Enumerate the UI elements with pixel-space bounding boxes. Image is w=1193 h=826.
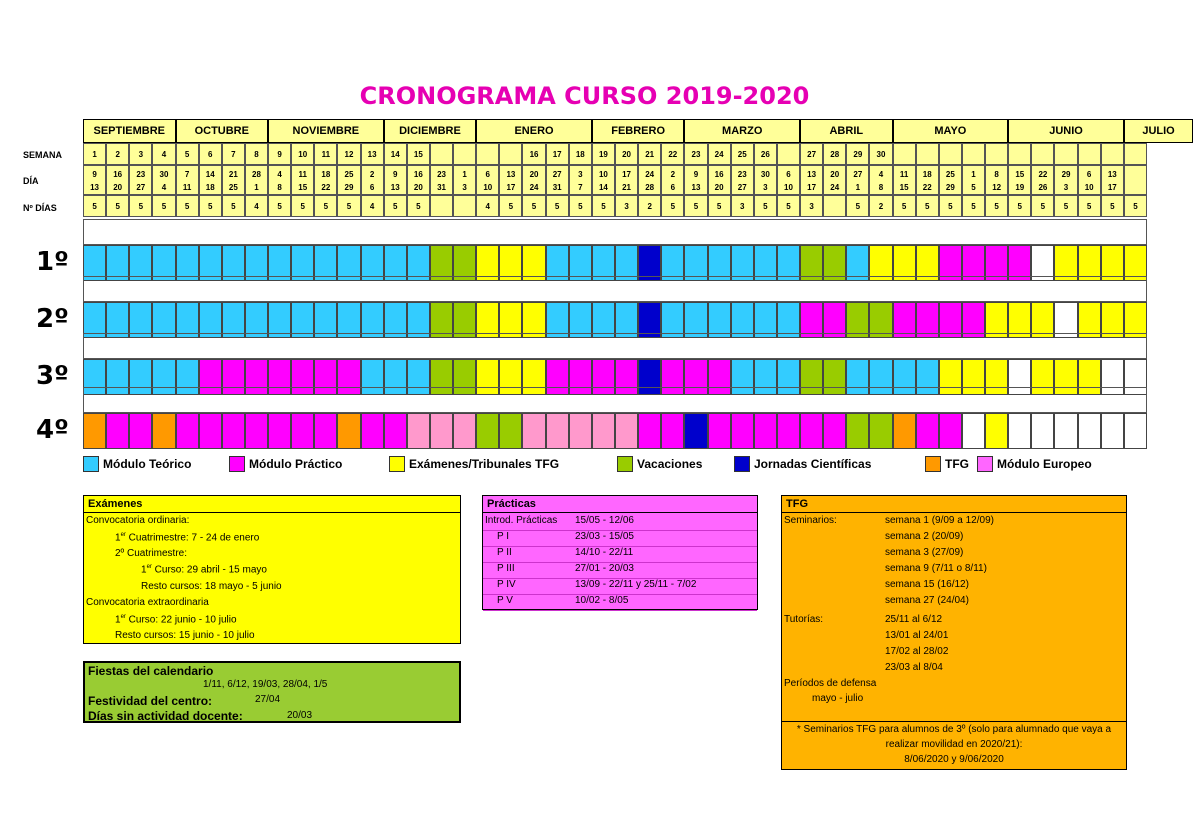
semana-cell: 3 — [129, 143, 152, 165]
ndias-cell: 5 — [754, 195, 777, 217]
cuatrimestre-1: 1er Cuatrimestre: 7 - 24 de enero — [115, 532, 260, 544]
schedule-cell — [823, 413, 846, 449]
tutoria-item: 17/02 al 28/02 — [885, 646, 949, 657]
ndias-cell: 5 — [314, 195, 337, 217]
schedule-cell — [1078, 413, 1101, 449]
dia-cell: 23 27 — [731, 165, 754, 195]
practica-dates: 10/02 - 8/05 — [575, 595, 629, 606]
practica-dates: 27/01 - 20/03 — [575, 563, 634, 574]
semana-cell: 23 — [684, 143, 707, 165]
schedule-cell — [800, 413, 823, 449]
schedule-cell — [1124, 413, 1147, 449]
resto-extra: Resto cursos: 15 junio - 10 julio — [115, 630, 255, 641]
row-label-semana: SEMANA — [23, 150, 63, 160]
month-header: JUNIO — [1008, 119, 1124, 143]
schedule-cell — [106, 413, 129, 449]
schedule-cell — [731, 413, 754, 449]
ndias-cell: 5 — [592, 195, 615, 217]
dia-cell: 13 17 — [499, 165, 522, 195]
dia-cell: 4 8 — [869, 165, 892, 195]
semana-cell: 25 — [731, 143, 754, 165]
tfg-note-3: 8/06/2020 y 9/06/2020 — [904, 754, 1004, 765]
schedule-cell — [430, 413, 453, 449]
legend-label: Vacaciones — [637, 457, 703, 471]
ndias-cell: 5 — [1078, 195, 1101, 217]
ndias-cell: 5 — [1031, 195, 1054, 217]
schedule-cell — [499, 413, 522, 449]
seminario-item: semana 3 (27/09) — [885, 547, 964, 558]
dia-cell: 27 1 — [846, 165, 869, 195]
dia-cell: 17 21 — [615, 165, 638, 195]
dia-cell: 20 24 — [522, 165, 545, 195]
seminario-item: semana 15 (16/12) — [885, 579, 969, 590]
semana-cell: 28 — [823, 143, 846, 165]
schedule-cell — [1054, 413, 1077, 449]
ndias-cell: 5 — [569, 195, 592, 217]
schedule-cell — [83, 413, 106, 449]
ndias-cell: 5 — [384, 195, 407, 217]
tutorias-label: Tutorías: — [784, 614, 824, 625]
ndias-cell: 5 — [222, 195, 245, 217]
dia-cell: 9 13 — [83, 165, 106, 195]
blank-row — [83, 219, 1147, 245]
semana-cell: 6 — [199, 143, 222, 165]
blank-row — [83, 333, 1147, 359]
semana-cell: 4 — [152, 143, 175, 165]
semana-cell: 16 — [522, 143, 545, 165]
legend-label: Jornadas Científicas — [754, 457, 872, 471]
ndias-cell: 5 — [176, 195, 199, 217]
dia-cell: 18 22 — [314, 165, 337, 195]
schedule-cell — [708, 413, 731, 449]
dia-cell: 18 22 — [916, 165, 939, 195]
legend-swatch — [83, 456, 99, 472]
tfg-note-2: realizar movilidad en 2020/21): — [885, 739, 1023, 750]
dia-cell: 29 3 — [1054, 165, 1077, 195]
dia-cell: 13 17 — [800, 165, 823, 195]
schedule-cell — [869, 413, 892, 449]
schedule-cell — [1008, 413, 1031, 449]
convocatoria-ordinaria: Convocatoria ordinaria: — [86, 515, 190, 526]
convocatoria-extra: Convocatoria extraordinaria — [86, 597, 209, 608]
semana-cell — [962, 143, 985, 165]
practicas-box — [482, 495, 758, 610]
ndias-cell — [823, 195, 846, 217]
dia-cell: 1 3 — [453, 165, 476, 195]
ndias-cell: 5 — [337, 195, 360, 217]
semana-cell — [453, 143, 476, 165]
schedule-cell — [129, 413, 152, 449]
seminario-item: semana 27 (24/04) — [885, 595, 969, 606]
ndias-cell: 5 — [129, 195, 152, 217]
legend-swatch — [977, 456, 993, 472]
month-header: DICIEMBRE — [384, 119, 477, 143]
practica-name: Introd. Prácticas — [485, 515, 558, 526]
semana-cell: 7 — [222, 143, 245, 165]
ndias-cell: 5 — [291, 195, 314, 217]
blank-row — [83, 276, 1147, 302]
legend-label: Exámenes/Tribunales TFG — [409, 457, 560, 471]
month-header: SEPTIEMBRE — [83, 119, 176, 143]
year-label: 3º — [36, 361, 69, 391]
practica-name: P III — [497, 563, 515, 574]
dia-cell: 23 27 — [129, 165, 152, 195]
schedule-cell — [777, 413, 800, 449]
dia-cell: 6 10 — [476, 165, 499, 195]
semana-cell: 1 — [83, 143, 106, 165]
dia-cell — [1124, 165, 1147, 195]
schedule-cell — [962, 413, 985, 449]
semana-cell: 26 — [754, 143, 777, 165]
semana-cell: 2 — [106, 143, 129, 165]
semana-cell: 24 — [708, 143, 731, 165]
semana-cell — [1124, 143, 1147, 165]
row-label-dia: DÍA — [23, 176, 39, 186]
ndias-cell: 5 — [777, 195, 800, 217]
seminarios-label: Seminarios: — [784, 515, 837, 526]
sin-actividad: 20/03 — [287, 710, 313, 721]
semana-cell — [777, 143, 800, 165]
dia-cell: 25 29 — [337, 165, 360, 195]
ndias-cell: 5 — [846, 195, 869, 217]
schedule-cell — [222, 413, 245, 449]
dia-cell: 25 29 — [939, 165, 962, 195]
practica-name: P I — [497, 531, 510, 542]
ndias-cell: 5 — [407, 195, 430, 217]
practica-dates: 13/09 - 22/11 y 25/11 - 7/02 — [575, 579, 697, 590]
practica-name: P V — [497, 595, 513, 606]
dia-cell: 6 10 — [1078, 165, 1101, 195]
month-header: MAYO — [893, 119, 1009, 143]
dia-cell: 9 13 — [684, 165, 707, 195]
legend-swatch — [925, 456, 941, 472]
cuatrimestre-2: 2º Cuatrimestre: — [115, 548, 188, 559]
semana-cell: 22 — [661, 143, 684, 165]
semana-cell — [476, 143, 499, 165]
ndias-cell: 5 — [199, 195, 222, 217]
curso-1-ord: 1er Curso: 29 abril - 15 mayo — [141, 564, 267, 576]
ndias-cell: 5 — [546, 195, 569, 217]
month-header: ABRIL — [800, 119, 893, 143]
dia-cell: 10 14 — [592, 165, 615, 195]
schedule-cell — [638, 413, 661, 449]
defensa-periodo: mayo - julio — [812, 693, 864, 704]
schedule-cell — [754, 413, 777, 449]
dia-cell: 27 31 — [546, 165, 569, 195]
schedule-cell — [453, 413, 476, 449]
schedule-cell — [291, 413, 314, 449]
ndias-cell: 5 — [106, 195, 129, 217]
tutoria-item: 25/11 al 6/12 — [885, 614, 943, 625]
legend-swatch — [389, 456, 405, 472]
semana-cell — [985, 143, 1008, 165]
semana-cell — [939, 143, 962, 165]
ndias-cell: 3 — [800, 195, 823, 217]
ndias-cell — [453, 195, 476, 217]
seminario-item: semana 9 (7/11 o 8/11) — [885, 563, 987, 574]
dia-cell: 2 6 — [361, 165, 384, 195]
ndias-cell: 3 — [731, 195, 754, 217]
curso-1-extra: 1er Curso: 22 junio - 10 julio — [115, 614, 237, 626]
semana-cell: 21 — [638, 143, 661, 165]
ndias-cell: 5 — [1101, 195, 1124, 217]
month-header: OCTUBRE — [176, 119, 269, 143]
schedule-cell — [1101, 413, 1124, 449]
resto-ord: Resto cursos: 18 mayo - 5 junio — [141, 581, 282, 592]
schedule-cell — [314, 413, 337, 449]
examenes-box — [83, 495, 461, 644]
ndias-cell: 5 — [916, 195, 939, 217]
semana-cell — [1008, 143, 1031, 165]
dia-cell: 11 15 — [893, 165, 916, 195]
ndias-cell: 5 — [708, 195, 731, 217]
ndias-cell: 4 — [476, 195, 499, 217]
dia-cell: 3 7 — [569, 165, 592, 195]
month-header: NOVIEMBRE — [268, 119, 384, 143]
month-header: JULIO — [1124, 119, 1193, 143]
practica-dates: 15/05 - 12/06 — [575, 515, 634, 526]
dia-cell: 23 31 — [430, 165, 453, 195]
semana-cell — [1101, 143, 1124, 165]
dia-cell: 13 17 — [1101, 165, 1124, 195]
dia-cell: 28 1 — [245, 165, 268, 195]
semana-cell — [1031, 143, 1054, 165]
legend-label: Módulo Europeo — [997, 457, 1092, 471]
ndias-cell: 2 — [638, 195, 661, 217]
row-label-ndias: Nº DÍAS — [23, 203, 57, 213]
schedule-cell — [546, 413, 569, 449]
dia-cell: 2 6 — [661, 165, 684, 195]
semana-cell: 17 — [546, 143, 569, 165]
semana-cell — [430, 143, 453, 165]
semana-cell: 19 — [592, 143, 615, 165]
practica-name: P II — [497, 547, 512, 558]
tfg-title: TFG — [786, 498, 808, 510]
schedule-cell — [522, 413, 545, 449]
ndias-cell: 5 — [1008, 195, 1031, 217]
schedule-cell — [245, 413, 268, 449]
dia-cell: 30 3 — [754, 165, 777, 195]
schedule-cell — [916, 413, 939, 449]
practica-divider — [483, 610, 757, 611]
ndias-cell: 5 — [152, 195, 175, 217]
legend-swatch — [734, 456, 750, 472]
ndias-cell: 5 — [268, 195, 291, 217]
schedule-cell — [569, 413, 592, 449]
practica-dates: 14/10 - 22/11 — [575, 547, 634, 558]
schedule-cell — [661, 413, 684, 449]
tutoria-item: 13/01 al 24/01 — [885, 630, 949, 641]
dia-cell: 6 10 — [777, 165, 800, 195]
dia-cell: 21 25 — [222, 165, 245, 195]
ndias-cell: 5 — [1054, 195, 1077, 217]
schedule-cell — [176, 413, 199, 449]
tfg-note-1: * Seminarios TFG para alumnos de 3º (solo para alumnado que vaya a — [796, 724, 1112, 735]
schedule-cell — [893, 413, 916, 449]
legend-label: TFG — [945, 457, 969, 471]
dia-cell: 30 4 — [152, 165, 175, 195]
ndias-cell — [430, 195, 453, 217]
schedule-cell — [846, 413, 869, 449]
ndias-cell: 3 — [615, 195, 638, 217]
ndias-cell: 5 — [499, 195, 522, 217]
ndias-cell: 5 — [893, 195, 916, 217]
semana-cell: 27 — [800, 143, 823, 165]
semana-cell: 20 — [615, 143, 638, 165]
fiestas-title: Fiestas del calendario — [88, 664, 214, 678]
semana-cell — [1078, 143, 1101, 165]
semana-cell: 13 — [361, 143, 384, 165]
dia-cell: 24 28 — [638, 165, 661, 195]
schedule-cell — [476, 413, 499, 449]
month-header: ENERO — [476, 119, 592, 143]
year-label: 2º — [36, 304, 69, 334]
fiestas-dates: 1/11, 6/12, 19/03, 28/04, 1/5 — [203, 679, 328, 690]
semana-cell — [893, 143, 916, 165]
schedule-cell — [337, 413, 360, 449]
legend-swatch — [229, 456, 245, 472]
semana-cell: 18 — [569, 143, 592, 165]
schedule-cell — [592, 413, 615, 449]
month-header: MARZO — [684, 119, 800, 143]
seminario-item: semana 1 (9/09 a 12/09) — [885, 515, 994, 526]
semana-cell — [499, 143, 522, 165]
schedule-cell — [407, 413, 430, 449]
semana-cell: 30 — [869, 143, 892, 165]
ndias-cell: 4 — [245, 195, 268, 217]
semana-cell — [1054, 143, 1077, 165]
semana-cell: 15 — [407, 143, 430, 165]
ndias-cell: 5 — [939, 195, 962, 217]
tutoria-item: 23/03 al 8/04 — [885, 662, 943, 673]
ndias-cell: 5 — [522, 195, 545, 217]
practica-dates: 23/03 - 15/05 — [575, 531, 634, 542]
semana-cell: 29 — [846, 143, 869, 165]
ndias-cell: 5 — [661, 195, 684, 217]
dia-cell: 16 20 — [106, 165, 129, 195]
practica-name: P IV — [497, 579, 516, 590]
schedule-cell — [268, 413, 291, 449]
schedule-cell — [152, 413, 175, 449]
semana-cell: 11 — [314, 143, 337, 165]
dia-cell: 16 20 — [708, 165, 731, 195]
semana-cell: 12 — [337, 143, 360, 165]
blank-row — [83, 387, 1147, 413]
semana-cell: 10 — [291, 143, 314, 165]
legend-label: Módulo Teórico — [103, 457, 192, 471]
schedule-cell — [985, 413, 1008, 449]
seminario-item: semana 2 (20/09) — [885, 531, 964, 542]
ndias-cell: 4 — [361, 195, 384, 217]
year-label: 1º — [36, 247, 69, 277]
legend-swatch — [617, 456, 633, 472]
month-header: FEBRERO — [592, 119, 685, 143]
schedule-cell — [1031, 413, 1054, 449]
sin-actividad-label: Días sin actividad docente: — [88, 709, 243, 723]
practicas-title: Prácticas — [487, 498, 536, 510]
dia-cell: 8 12 — [985, 165, 1008, 195]
ndias-cell: 5 — [985, 195, 1008, 217]
schedule-cell — [361, 413, 384, 449]
fiestas-box — [83, 661, 461, 723]
dia-cell: 7 11 — [176, 165, 199, 195]
dia-cell: 16 20 — [407, 165, 430, 195]
schedule-cell — [199, 413, 222, 449]
tfg-box — [781, 495, 1127, 770]
ndias-cell: 5 — [962, 195, 985, 217]
schedule-cell — [615, 413, 638, 449]
semana-cell: 5 — [176, 143, 199, 165]
schedule-cell — [939, 413, 962, 449]
dia-cell: 22 26 — [1031, 165, 1054, 195]
dia-cell: 11 15 — [291, 165, 314, 195]
schedule-cell — [684, 413, 707, 449]
year-label: 4º — [36, 415, 69, 445]
defensa-label: Períodos de defensa — [784, 678, 877, 689]
ndias-cell: 5 — [1124, 195, 1147, 217]
dia-cell: 4 8 — [268, 165, 291, 195]
festividad-centro-label: Festividad del centro: — [88, 694, 213, 708]
semana-cell — [916, 143, 939, 165]
dia-cell: 9 13 — [384, 165, 407, 195]
festividad-centro: 27/04 — [255, 694, 281, 705]
dia-cell: 20 24 — [823, 165, 846, 195]
legend-label: Módulo Práctico — [249, 457, 343, 471]
semana-cell: 14 — [384, 143, 407, 165]
semana-cell: 9 — [268, 143, 291, 165]
schedule-cell — [384, 413, 407, 449]
dia-cell: 14 18 — [199, 165, 222, 195]
ndias-cell: 5 — [684, 195, 707, 217]
examenes-title: Exámenes — [88, 498, 143, 510]
ndias-cell: 5 — [83, 195, 106, 217]
semana-cell: 8 — [245, 143, 268, 165]
page-title: CRONOGRAMA CURSO 2019-2020 — [359, 82, 810, 110]
dia-cell: 15 19 — [1008, 165, 1031, 195]
dia-cell: 1 5 — [962, 165, 985, 195]
ndias-cell: 2 — [869, 195, 892, 217]
